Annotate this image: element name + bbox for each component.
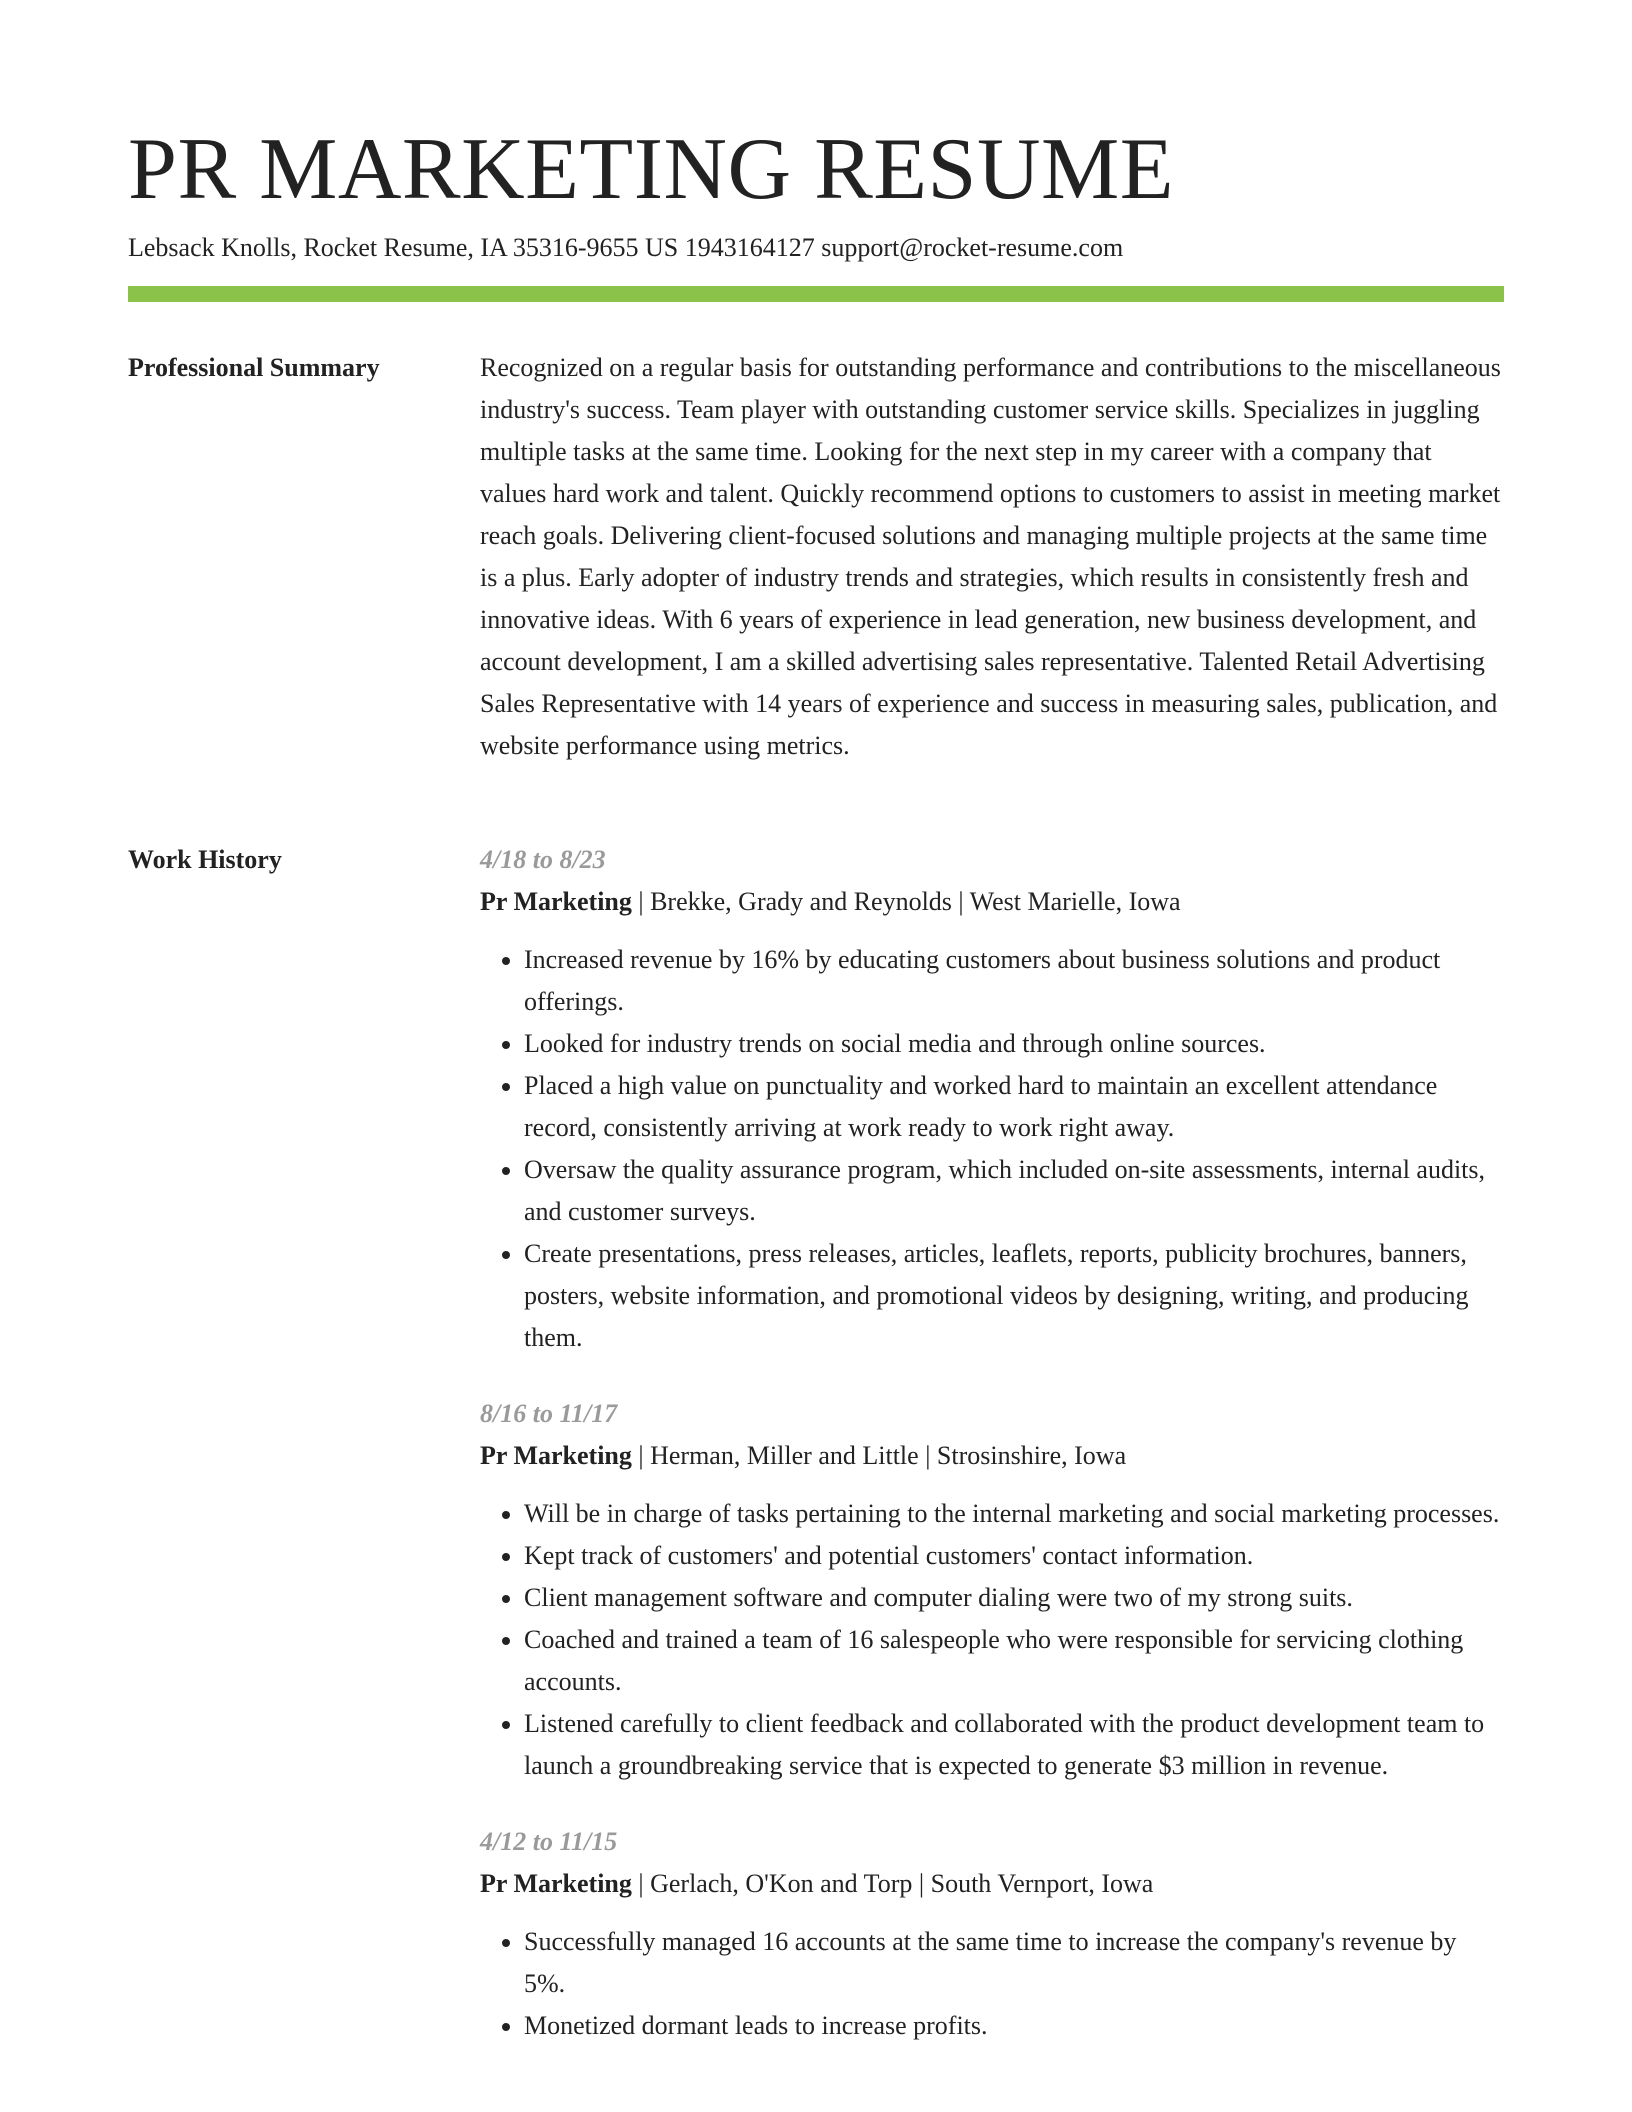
contact-address: Lebsack Knolls, Rocket Resume, IA 35316-9655 US: [128, 233, 679, 262]
job-bullet: • Successfully managed 16 accounts at the same time to increase the company's revenue by 5%.: [524, 1921, 1504, 2005]
job-separator: |: [918, 1441, 937, 1470]
job-dates: 4/18 to 8/23: [480, 845, 606, 874]
job-location: South Vernport, Iowa: [930, 1869, 1154, 1898]
job-bullet: • Client management software and computer dialing were two of my strong suits.: [524, 1577, 1504, 1619]
job-separator: |: [951, 887, 970, 916]
job-bullet: • Kept track of customers' and potential customers' contact information.: [524, 1535, 1504, 1577]
contact-line: [128, 230, 1123, 266]
job-entry: [480, 1821, 1504, 2047]
work-history-body: [480, 839, 1504, 2081]
job-dates: 8/16 to 11/17: [480, 1399, 618, 1428]
job-company: Gerlach, O'Kon and Torp: [650, 1869, 913, 1898]
job-role: Pr Marketing: [480, 1869, 632, 1898]
job-bullet: • Increased revenue by 16% by educating customers about business solutions and product offerings.: [524, 939, 1504, 1023]
job-role: Pr Marketing: [480, 1441, 632, 1470]
job-bullet: • Listened carefully to client feedback and collaborated with the product development team to launch a groundbreaking service that is expected to generate $3 million in revenue.: [524, 1703, 1504, 1787]
job-company: Brekke, Grady and Reynolds: [650, 887, 952, 916]
job-title-line: [480, 1435, 1504, 1477]
job-bullet: • Oversaw the quality assurance program, which included on-site assessments, internal audits, and customer surveys.: [524, 1149, 1504, 1233]
job-bullet: • Will be in charge of tasks pertaining to the internal marketing and social marketing processes.: [524, 1493, 1504, 1535]
job-bullet-list: [480, 1921, 1504, 2047]
summary-text: Recognized on a regular basis for outstanding performance and contributions to the miscellaneous industry's success. Team player with outstanding customer service skills. Specializes in juggling multiple tasks at the same time. Looking for the next step in my career with a company that values hard work and talent. Quickly recommend options to customers to assist in meeting market reach goals. Delivering client-focused solutions and managing multiple projects at the same time is a plus. Early adopter of industry trends and strategies, which results in consistently fresh and innovative ideas. With 6 years of experience in lead generation, new business development, and account development, I am a skilled advertising sales representative. Talented Retail Advertising Sales Representative with 14 years of experience and success in measuring sales, publication, and website performance using metrics.: [480, 353, 1501, 760]
summary-body: [480, 347, 1504, 767]
resume-title: PR MARKETING RESUME: [128, 121, 1175, 218]
summary-label: Professional Summary: [128, 353, 380, 382]
job-company: Herman, Miller and Little: [650, 1441, 919, 1470]
contact-email: support@rocket-resume.com: [821, 233, 1124, 262]
contact-phone: 1943164127: [684, 233, 815, 262]
job-title-line: [480, 881, 1504, 923]
job-bullet: • Coached and trained a team of 16 salespeople who were responsible for servicing clothing accounts.: [524, 1619, 1504, 1703]
job-bullet-list: [480, 939, 1504, 1359]
job-bullet-list: [480, 1493, 1504, 1787]
job-separator: |: [631, 1441, 651, 1470]
work-history-label: Work History: [128, 845, 282, 874]
job-location: Strosinshire, Iowa: [936, 1441, 1127, 1470]
job-separator: |: [912, 1869, 931, 1898]
header-divider: [128, 286, 1504, 302]
job-location: West Marielle, Iowa: [969, 887, 1181, 916]
job-role: Pr Marketing: [480, 887, 632, 916]
job-entry: [480, 839, 1504, 1359]
job-dates: 4/12 to 11/15: [480, 1827, 618, 1856]
job-bullet: • Create presentations, press releases, articles, leaflets, reports, publicity brochures, banners, posters, website information, and promotional videos by designing, writing, and producing them.: [524, 1233, 1504, 1359]
job-separator: |: [631, 887, 651, 916]
job-bullet: • Looked for industry trends on social media and through online sources.: [524, 1023, 1504, 1065]
job-title-line: [480, 1863, 1504, 1905]
job-entry: [480, 1393, 1504, 1787]
job-separator: |: [631, 1869, 651, 1898]
job-bullet: • Placed a high value on punctuality and worked hard to maintain an excellent attendance record, consistently arriving at work ready to work right away.: [524, 1065, 1504, 1149]
job-bullet: • Monetized dormant leads to increase profits.: [524, 2005, 1504, 2047]
